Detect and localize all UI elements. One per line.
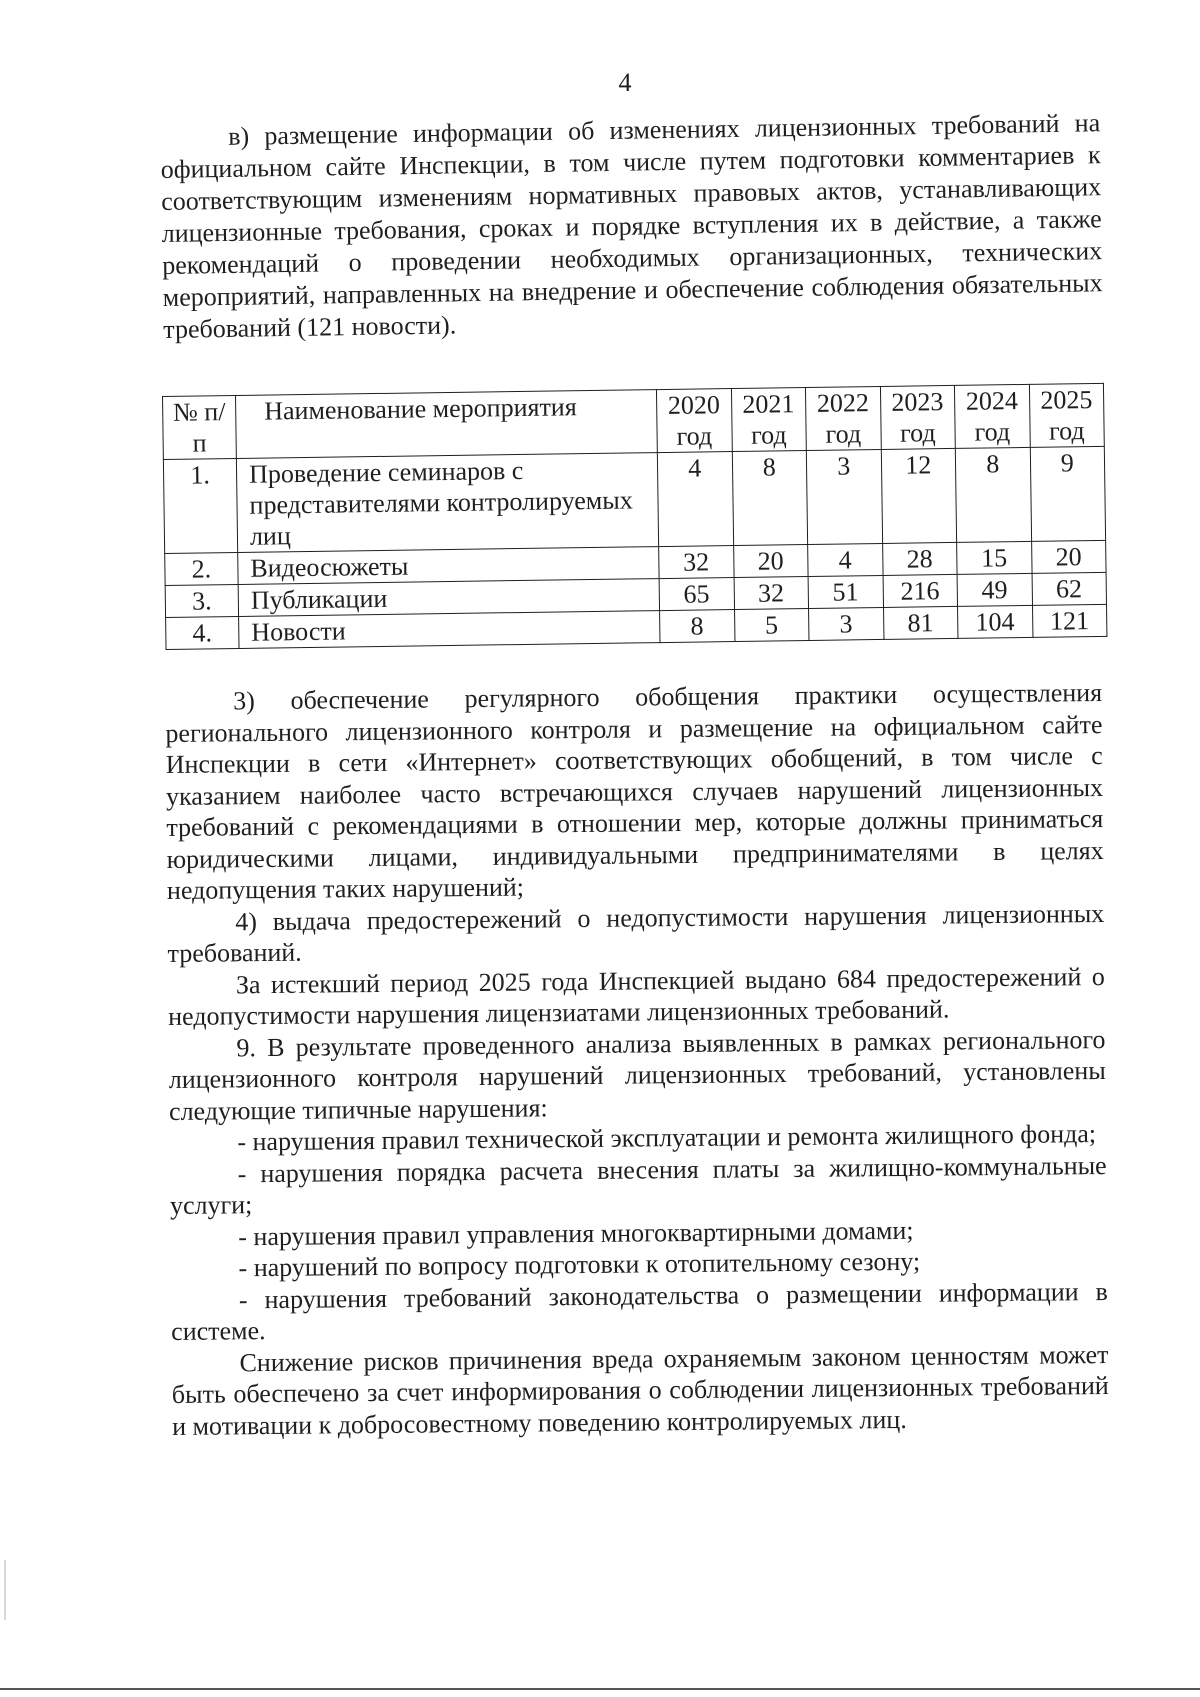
row-value: 216: [883, 574, 958, 607]
header-year-2020: 2020 год: [656, 389, 731, 453]
row-value: 28: [882, 542, 957, 575]
row-value: 3: [806, 449, 882, 544]
row-value: 49: [957, 573, 1032, 606]
row-value: 9: [1030, 446, 1106, 541]
row-value: 8: [955, 447, 1031, 542]
row-event-name: Публикации: [238, 579, 659, 617]
row-value: 8: [660, 610, 735, 643]
row-value: 121: [1032, 604, 1107, 637]
row-value: 20: [1031, 540, 1106, 573]
row-value: 65: [659, 578, 734, 611]
header-number: № п/п: [163, 395, 237, 459]
row-number: 3.: [165, 584, 238, 617]
paragraph-item-3: 3) обеспечение регулярного обобщения практики осуществления регионального лицензионного контроля и размещение на официальном сайте Инспекции в сети «Интернет» соответствующих обобщений, в том числе с указанием наиболее часто встречающихся случаев нарушений лицензионных требований с рекомендациями в отношении мер, которые должны приниматься юридическими лицами, индивидуальными предпринимателями в целях недопущения таких нарушений;: [165, 678, 1104, 905]
header-event-name: Наименование мероприятия: [235, 390, 657, 459]
intro-paragraph: в) размещение информации об изменениях лицензионных требований на официальном сайте Инспекции, в том числе путем подготовки комментариев к соответствующим изменениям нормативных правовых актов, устанавливающих лицензионные требования, сроках и порядке вступления их в действие, а также рекомендаций о проведении необходимых организационных, технических мероприятий, направленных на внедрение и обеспечение соблюдения обязательных требований (121 новости).: [160, 108, 1103, 344]
intro-section: [160, 107, 1103, 346]
header-year-2025: 2025 год: [1029, 383, 1104, 447]
violation-list-item: - нарушения порядка расчета внесения платы за жилищно-коммунальные услуги;: [169, 1150, 1107, 1220]
row-event-name: Новости: [239, 611, 660, 649]
paragraph-warnings-count: За истекший период 2025 года Инспекцией выдано 684 предостережений о недопустимости нарушения лицензиатами лицензионных требований.: [168, 961, 1105, 1031]
row-value: 12: [881, 448, 957, 543]
row-value: 20: [733, 545, 808, 578]
header-year-2023: 2023 год: [880, 385, 955, 449]
events-table-wrapper: [162, 383, 1107, 650]
row-value: 4: [657, 452, 733, 547]
header-year-2022: 2022 год: [805, 386, 880, 450]
row-value: 32: [734, 576, 809, 609]
paragraph-section-9: 9. В результате проведенного анализа выявленных в рамках регионального лицензионного контроля нарушений лицензионных требований, установлены следующие типичные нарушения:: [168, 1024, 1106, 1126]
row-value: 8: [732, 451, 808, 546]
header-year-2021: 2021 год: [731, 388, 806, 452]
violation-list-item: - нарушения правил управления многоквартирными домами;: [238, 1215, 914, 1251]
row-value: 104: [958, 605, 1033, 638]
row-event-name: Проведение семинаров с представителями контролируемых лиц: [236, 453, 658, 553]
row-value: 32: [659, 546, 734, 579]
violation-list-item: - нарушения требований законодательства о размещении информации в системе.: [171, 1276, 1108, 1346]
row-value: 4: [808, 543, 883, 576]
body-section: [165, 677, 1109, 1442]
row-value: 5: [734, 608, 809, 641]
scan-edge-mark: [4, 1560, 6, 1620]
events-table: [162, 383, 1107, 650]
header-year-2024: 2024 год: [954, 384, 1029, 448]
row-value: 3: [809, 607, 884, 640]
row-value: 81: [883, 606, 958, 639]
row-value: 51: [808, 575, 883, 608]
row-number: 2.: [165, 552, 238, 585]
row-event-name: Видеосюжеты: [238, 547, 659, 585]
row-value: 15: [957, 541, 1032, 574]
table-row: [163, 446, 1105, 553]
page-number: 4: [618, 68, 632, 97]
violation-list-item: - нарушений по вопросу подготовки к отопительному сезону;: [238, 1246, 921, 1283]
violation-list-item: - нарушения правил технической эксплуатации и ремонта жилищного фонда;: [237, 1119, 1097, 1157]
scan-bottom-line: [0, 1688, 1200, 1690]
row-number: 1.: [163, 458, 237, 553]
paragraph-item-4: 4) выдача предостережений о недопустимости нарушения лицензионных требований.: [167, 898, 1105, 968]
row-number: 4.: [166, 616, 239, 649]
paragraph-risk-reduction: Снижение рисков причинения вреда охраняемым законом ценностям может быть обеспечено за счет информирования о соблюдении лицензионных требований и мотивации к добросовестному поведению контролируемых лиц.: [171, 1339, 1109, 1441]
row-value: 62: [1032, 572, 1107, 605]
